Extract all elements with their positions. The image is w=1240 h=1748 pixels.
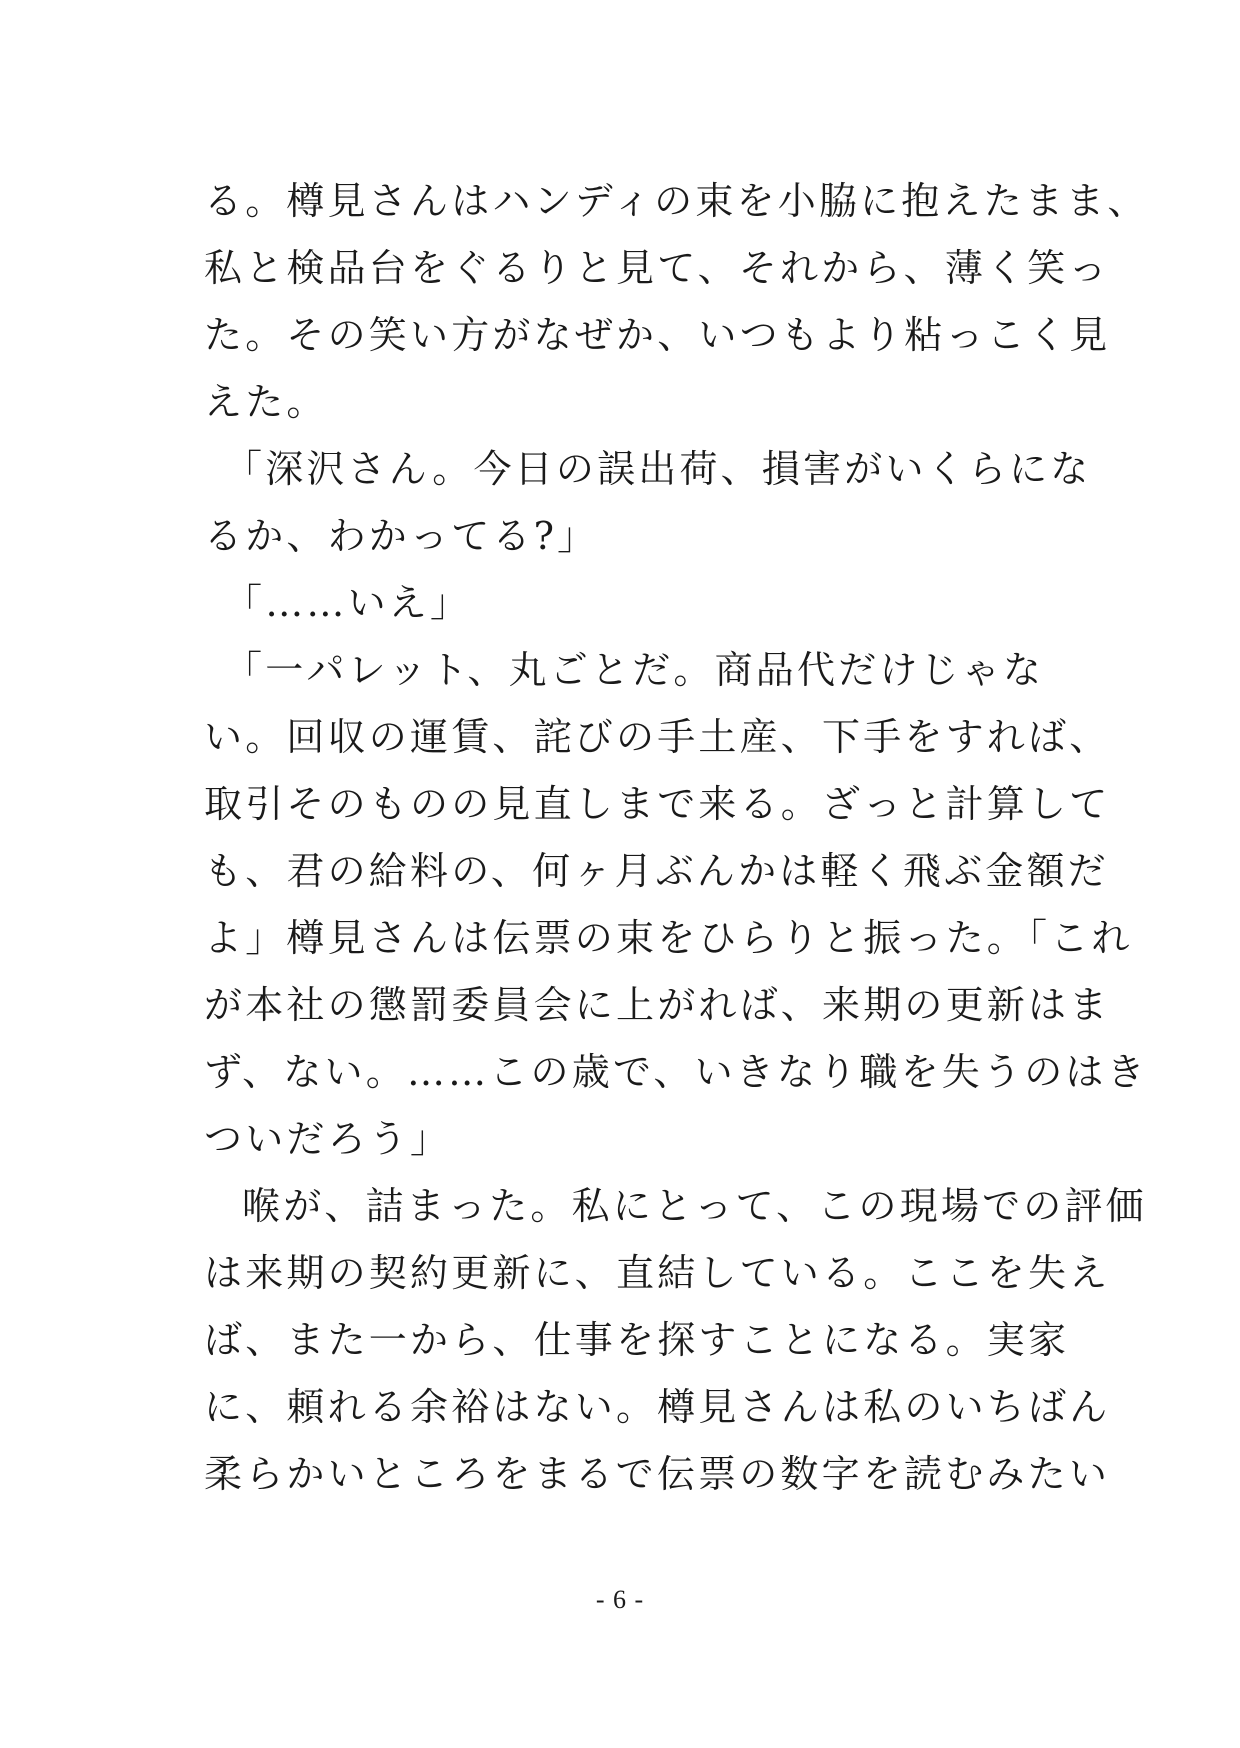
text-line: た。その笑い方がなぜか、いつもより粘っこく見 (204, 313, 1111, 357)
text-line: が本社の懲罰委員会に上がれば、来期の更新はま (204, 983, 1111, 1027)
text-line: ば、また一から、仕事を探すことになる。実家 (204, 1318, 1070, 1362)
text-line: 「一パレット、丸ごとだ。商品代だけじゃな (224, 648, 1045, 692)
text-line: に、頼れる余裕はない。樽見さんは私のいちばん (204, 1385, 1111, 1429)
text-line: 「……いえ」 (224, 581, 472, 625)
text-line: 「深沢さん。今日の誤出荷、損害がいくらにな (224, 447, 1092, 491)
text-line: 喉が、詰まった。私にとって、この現場での評価 (242, 1184, 1147, 1228)
text-line: い。回収の運賃、詫びの手土産、下手をすれば、 (204, 715, 1111, 759)
text-line: えた。 (204, 380, 328, 424)
text-line: ず、ない。……この歳で、いきなり職を失うのはき (204, 1050, 1148, 1094)
text-line: は来期の契約更新に、直結している。ここを失え (204, 1251, 1111, 1295)
text-line: るか、わかってる?」 (204, 514, 599, 558)
text-line: 柔らかいところをまるで伝票の数字を読むみたい (204, 1452, 1111, 1496)
text-line: 私と検品台をぐるりと見て、それから、薄く笑っ (204, 246, 1110, 290)
text-line: る。樽見さんはハンディの束を小脇に抱えたまま、 (204, 179, 1149, 223)
text-line: 取引そのものの見直しまで来る。ざっと計算して (204, 782, 1111, 826)
text-line: よ」樽見さんは伝票の束をひらりと振った。「これ (204, 916, 1133, 960)
text-line: も、君の給料の、何ヶ月ぶんかは軽く飛ぶ金額だ (204, 849, 1109, 893)
body-text (204, 168, 1149, 1508)
page-number: - 6 - (595, 1585, 645, 1614)
text-line: ついだろう」 (204, 1117, 452, 1161)
